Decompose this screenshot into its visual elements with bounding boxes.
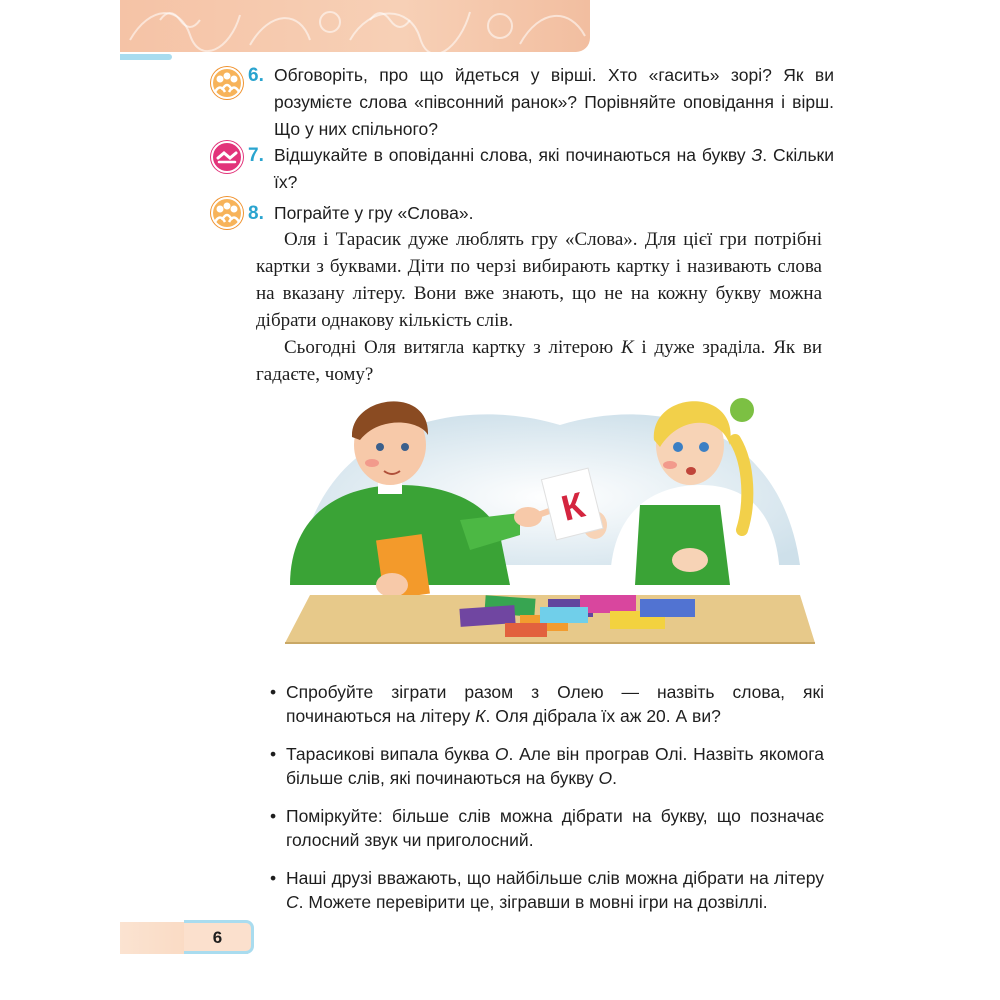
bullet-text: .	[612, 768, 618, 788]
bullet-text: Спробуйте зіграти разом з Олею — назвіть слова, які починаються на літеру	[286, 682, 824, 726]
children-game-illustration	[280, 385, 820, 645]
card-letter: К	[557, 483, 589, 529]
header-banner	[120, 0, 590, 52]
task-text-part: Відшукайте в оповіданні слова, які починаються на букву	[274, 145, 752, 165]
bullet-icon: •	[270, 744, 277, 764]
bullet-icon: •	[270, 682, 277, 702]
list-item	[268, 742, 824, 790]
story-text-part: Сьогодні Оля витягла картку з літерою	[284, 337, 621, 358]
letter-emphasis: С	[286, 892, 299, 912]
story-paragraph	[256, 334, 822, 388]
task-text: Обговоріть, про що йдеться у вірші. Хто «гасить» зорі? Як ви розумієте слова «півсонний ранок»? Порівняйте оповідання і вірш. Що у них спільного?	[274, 65, 834, 139]
group-discussion-icon	[210, 196, 244, 230]
bullet-list	[268, 680, 824, 928]
page-number: 6	[184, 920, 254, 954]
task-7	[210, 142, 834, 198]
ornament-pattern	[120, 0, 590, 52]
bullet-text: Поміркуйте: більше слів можна дібрати на букву, що позначає голосний звук чи приголосний.	[286, 806, 824, 850]
bullet-text: . Але він програв Олі. Назвіть якомога більше слів, які починаються на букву	[286, 744, 824, 788]
letter-emphasis: З	[751, 145, 763, 165]
bullet-text: Наші друзі вважають, що найбільше слів можна дібрати на літеру	[286, 868, 824, 888]
pair-work-icon	[210, 140, 244, 174]
bullet-icon: •	[270, 806, 277, 826]
bullet-icon: •	[270, 868, 277, 888]
bullet-text: . Можете перевірити це, зігравши в мовні ігри на дозвіллі.	[298, 892, 768, 912]
task-text: Пограйте у гру «Слова».	[274, 203, 474, 223]
task-text	[274, 142, 834, 196]
story-text	[256, 226, 822, 388]
bullet-text: . Оля дібрала їх аж 20. А ви?	[485, 706, 721, 726]
group-discussion-icon	[210, 66, 244, 100]
story-paragraph: Оля і Тарасик дуже люблять гру «Слова». Для цієї гри потрібні картки з буквами. Діти по черзі вибирають картку і називають слова на вказану літеру. Вони вже знають, що не на кожну букву можна дібрати однакову кількість слів.	[256, 229, 822, 331]
bullet-text: Тарасикові випала буква	[286, 744, 495, 764]
letter-emphasis: О	[494, 744, 509, 764]
banner-underline	[120, 54, 172, 60]
task-number: 7.	[248, 145, 264, 166]
task-6	[210, 62, 834, 144]
list-item	[268, 866, 824, 914]
list-item	[268, 680, 824, 728]
letter-emphasis: К	[475, 706, 486, 726]
task-number: 8.	[248, 203, 264, 224]
task-text-part: . Скільки їх?	[274, 145, 834, 192]
letter-emphasis: О	[598, 768, 613, 788]
task-number: 6.	[248, 65, 264, 86]
list-item	[268, 804, 824, 852]
story-text-part: і дуже зраділа. Як ви гадаєте, чому?	[256, 337, 822, 385]
letter-emphasis: К	[620, 337, 634, 358]
